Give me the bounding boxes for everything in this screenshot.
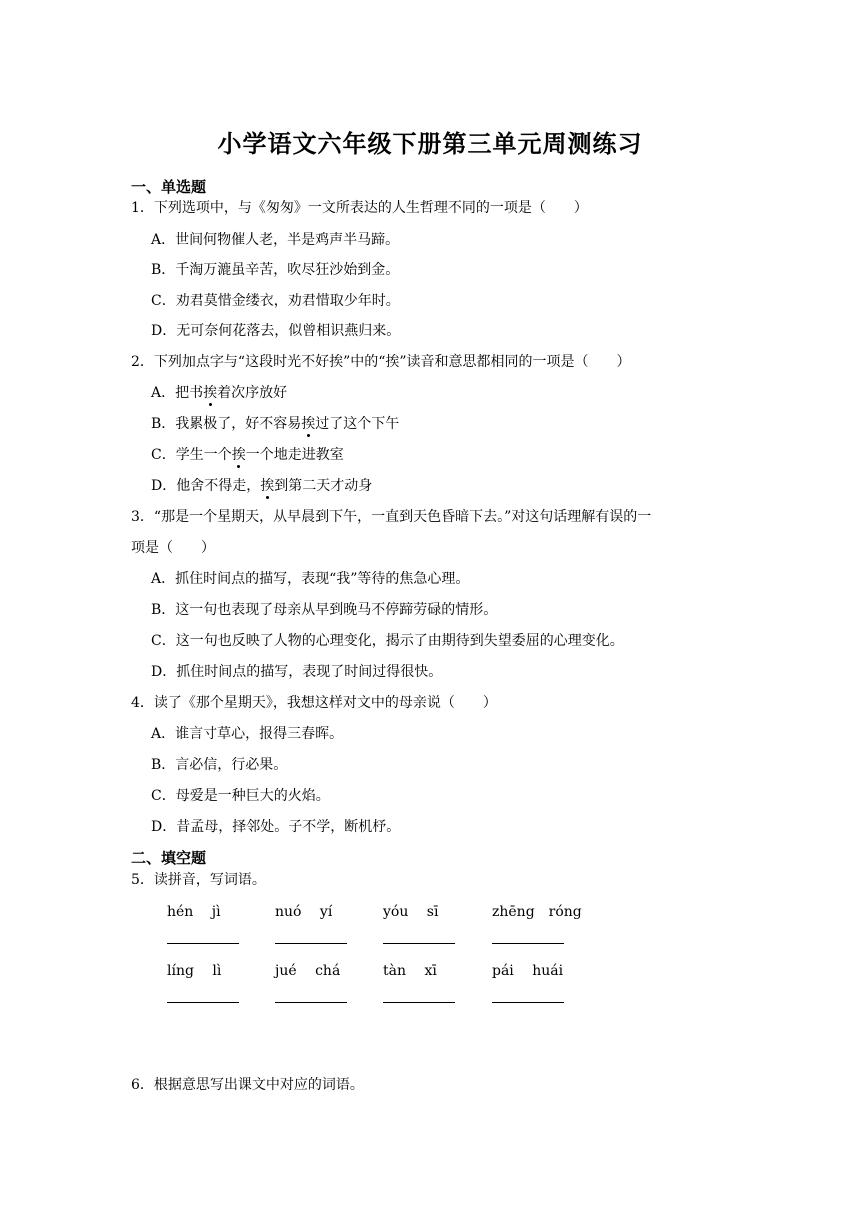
emphasis-dot-char: 挨 xyxy=(260,475,274,495)
answer-blank[interactable] xyxy=(275,1002,347,1003)
answer-blank[interactable] xyxy=(492,1002,564,1003)
emphasis-dot-char: 挨 xyxy=(203,382,217,402)
question-2-option-b: B．我累极了，好不容易挨过了这个下午 xyxy=(151,413,399,433)
question-5-stem: 5．读拼音，写词语。 xyxy=(131,872,266,888)
question-4-option-b: B．言必信，行必果。 xyxy=(151,757,288,773)
question-3-stem-line-2: 项是（ ） xyxy=(131,540,215,556)
question-3-option-d: D．抓住时间点的描写，表现了时间过得很快。 xyxy=(151,664,443,680)
question-1-option-c: C．劝君莫惜金缕衣，劝君惜取少年时。 xyxy=(151,293,400,309)
question-2-option-d: D．他舍不得走，挨到第二天才动身 xyxy=(151,475,372,495)
pinyin-hen-ji: hén jì xyxy=(167,904,221,920)
question-4-stem: 4．读了《那个星期天》，我想这样对文中的母亲说（ ） xyxy=(131,695,497,711)
question-2-stem: 2．下列加点字与“这段时光不好挨”中的“挨”读音和意思都相同的一项是（ ） xyxy=(131,354,631,370)
answer-blank[interactable] xyxy=(492,943,564,944)
pinyin-pai-huai: pái huái xyxy=(492,963,564,979)
question-4-option-c: C．母爱是一种巨大的火焰。 xyxy=(151,788,330,804)
question-1-option-a: A．世间何物催人老，半是鸡声半马蹄。 xyxy=(151,232,400,248)
answer-blank[interactable] xyxy=(275,943,347,944)
pinyin-you-si: yóu sī xyxy=(383,904,439,920)
pinyin-tan-xi: tàn xī xyxy=(383,963,437,979)
pinyin-ling-li: líng lì xyxy=(167,963,222,979)
question-1-stem: 1．下列选项中，与《匆匆》一文所表达的人生哲理不同的一项是（ ） xyxy=(131,200,588,216)
section-heading-single-choice: 一、单选题 xyxy=(131,178,207,196)
answer-blank[interactable] xyxy=(167,1002,239,1003)
question-4-option-d: D．昔孟母，择邻处。子不学，断机杼。 xyxy=(151,819,401,835)
question-4-option-a: A．谁言寸草心，报得三春晖。 xyxy=(151,726,344,742)
question-3-stem-line-1: 3．“那是一个星期天，从早晨到下午，一直到天色昏暗下去。”对这句话理解有误的一 xyxy=(131,509,652,525)
emphasis-dot-char: 挨 xyxy=(232,444,246,464)
section-heading-fill-blank: 二、填空题 xyxy=(131,849,207,867)
question-2-option-c: C．学生一个挨一个地走进教室 xyxy=(151,444,344,464)
pinyin-zheng-rong: zhēng róng xyxy=(492,904,582,920)
answer-blank[interactable] xyxy=(383,1002,455,1003)
question-6-stem: 6．根据意思写出课文中对应的词语。 xyxy=(131,1077,364,1093)
page-title: 小学语文六年级下册第三单元周测练习 xyxy=(217,130,643,158)
question-2-option-a: A．把书挨着次序放好 xyxy=(151,382,287,402)
question-3-option-a: A．抓住时间点的描写，表现“我”等待的焦急心理。 xyxy=(151,571,470,587)
question-1-option-b: B．千淘万漉虽辛苦，吹尽狂沙始到金。 xyxy=(151,262,400,278)
question-3-option-b: B．这一句也表现了母亲从早到晚马不停蹄劳碌的情形。 xyxy=(151,602,498,618)
pinyin-jue-cha: jué chá xyxy=(275,963,341,979)
answer-blank[interactable] xyxy=(383,943,455,944)
answer-blank[interactable] xyxy=(167,943,239,944)
question-1-option-d: D．无可奈何花落去，似曾相识燕归来。 xyxy=(151,323,401,339)
pinyin-nuo-yi: nuó yí xyxy=(275,904,333,920)
emphasis-dot-char: 挨 xyxy=(301,413,315,433)
question-3-option-c: C．这一句也反映了人物的心理变化，揭示了由期待到失望委屈的心理变化。 xyxy=(151,633,624,649)
